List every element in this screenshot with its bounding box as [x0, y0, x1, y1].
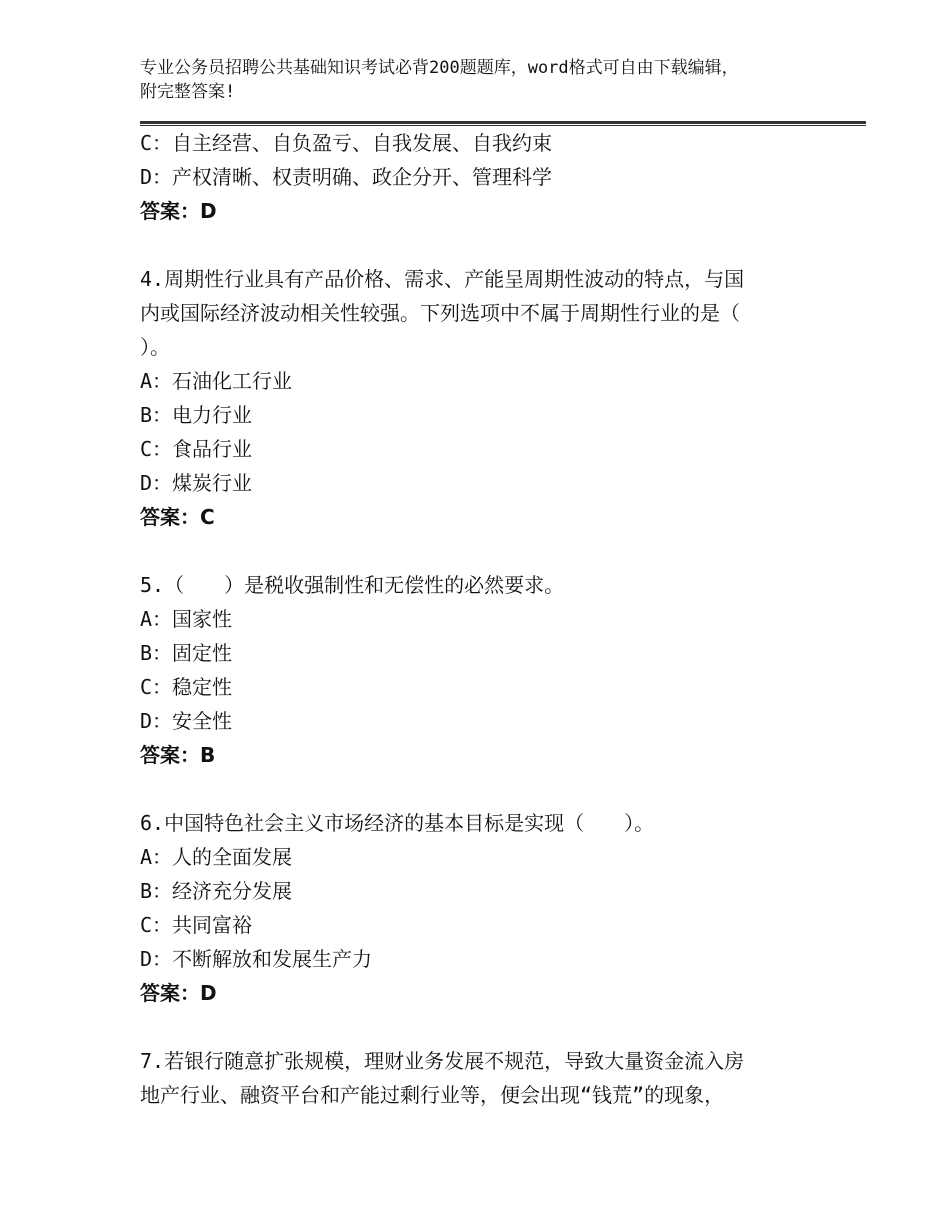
option-a: A：国家性 — [140, 607, 233, 631]
option-d: D：产权清晰、权责明确、政企分开、管理科学 — [140, 165, 553, 189]
question-7-text-1: 7.若银行随意扩张规模，理财业务发展不规范，导致大量资金流入房 — [140, 1049, 745, 1073]
option-b: B：电力行业 — [140, 403, 253, 427]
answer-line: 答案：D — [140, 981, 217, 1005]
question-4-block — [140, 262, 866, 534]
header-line-1: 专业公务员招聘公共基础知识考试必背200题题库，word格式可自由下载编辑， — [140, 58, 739, 78]
option-a: A：人的全面发展 — [140, 845, 293, 869]
question-4-text-1: 4.周期性行业具有产品价格、需求、产能呈周期性波动的特点，与国 — [140, 267, 745, 291]
option-b: B：固定性 — [140, 641, 233, 665]
option-a: A：石油化工行业 — [140, 369, 293, 393]
question-7-block — [140, 1044, 866, 1112]
question-5-block — [140, 568, 866, 772]
question-4-text-3: ）。 — [140, 335, 170, 359]
header-line-2: 附完整答案! — [140, 82, 236, 102]
answer-line: 答案：D — [140, 199, 217, 223]
spacer — [140, 228, 866, 262]
spacer — [140, 1010, 866, 1044]
question-5-text: 5.（ ）是税收强制性和无偿性的必然要求。 — [140, 573, 565, 597]
answer-line: 答案：B — [140, 743, 216, 767]
prev-question-block — [140, 126, 866, 228]
question-4-text-2: 内或国际经济波动相关性较强。下列选项中不属于周期性行业的是（ — [140, 301, 740, 325]
header-rule-thick — [140, 121, 866, 124]
spacer — [140, 534, 866, 568]
question-6-block — [140, 806, 866, 1010]
question-6-text: 6.中国特色社会主义市场经济的基本目标是实现（ ）。 — [140, 811, 655, 835]
question-7-text-2: 地产行业、融资平台和产能过剩行业等，便会出现“钱荒”的现象， — [140, 1083, 725, 1107]
question-body — [140, 126, 866, 1112]
option-d: D：不断解放和发展生产力 — [140, 947, 373, 971]
option-c: C：自主经营、自负盈亏、自我发展、自我约束 — [140, 131, 553, 155]
spacer — [140, 772, 866, 806]
option-c: C：食品行业 — [140, 437, 253, 461]
option-d: D：煤炭行业 — [140, 471, 253, 495]
option-b: B：经济充分发展 — [140, 879, 293, 903]
option-c: C：稳定性 — [140, 675, 233, 699]
answer-line: 答案：C — [140, 505, 215, 529]
option-c: C：共同富裕 — [140, 913, 253, 937]
page-header — [140, 56, 830, 104]
option-d: D：安全性 — [140, 709, 233, 733]
